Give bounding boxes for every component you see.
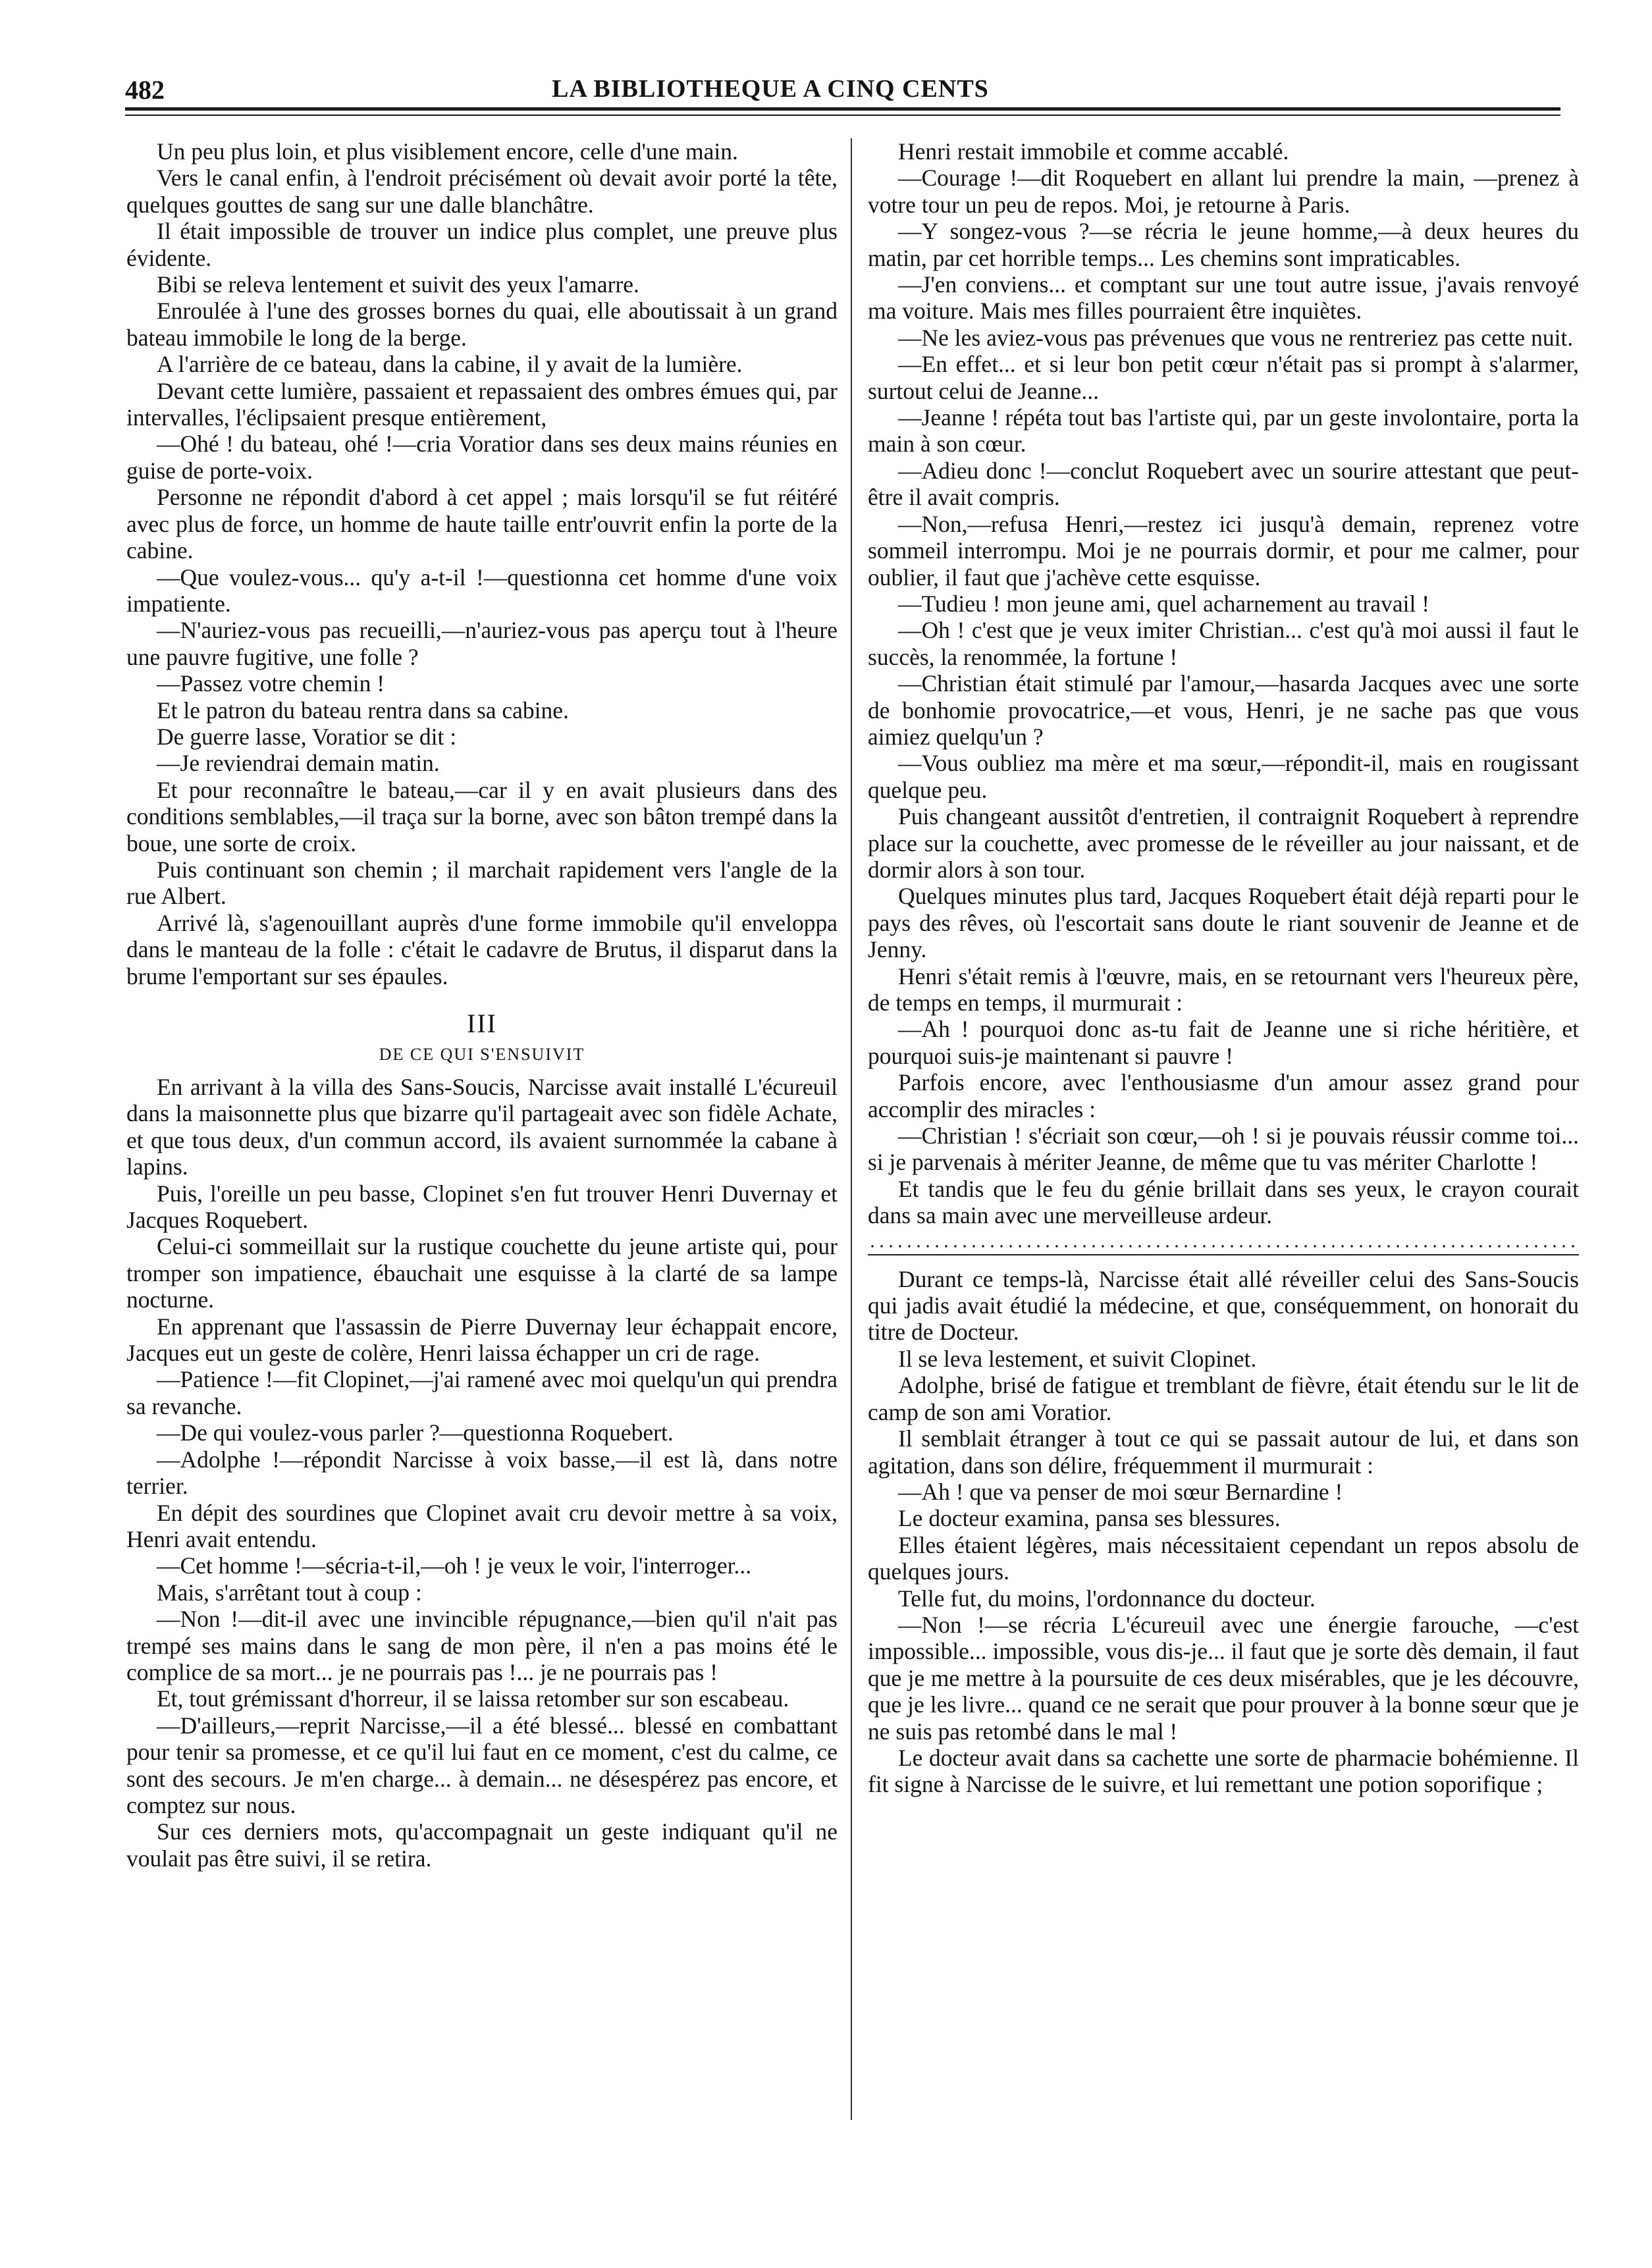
paragraph: Puis continuant son chemin ; il marchait rapidement vers l'angle de la rue Albert.	[126, 856, 838, 910]
paragraph: Arrivé là, s'agenouillant auprès d'une forme immobile qu'il enveloppa dans le manteau de la folle : c'était le cadavre de Brutus, il disparut dans la brume l'emportant sur ses épaules.	[126, 909, 838, 989]
paragraph: Il semblait étranger à tout ce qui se passait autour de lui, et dans son agitation, dans son délire, fréquemment il murmurait :	[868, 1425, 1579, 1479]
paragraph: Parfois encore, avec l'enthousiasme d'un amour assez grand pour accomplir des miracles :	[868, 1069, 1579, 1122]
header-rule-thick	[125, 107, 1560, 111]
paragraph: —Passez votre chemin !	[157, 670, 385, 697]
right-column-text-before	[868, 138, 1579, 1229]
paragraph: —Jeanne ! répéta tout bas l'artiste qui, par un geste involontaire, porta la main à son cœur.	[868, 404, 1579, 458]
page-header	[125, 69, 1416, 109]
paragraph: Puis changeant aussitôt d'entretien, il contraignit Roquebert à reprendre place sur la couchette, avec promesse de le réveiller au jour naissant, et de dormir alors à son tour.	[868, 803, 1579, 883]
paragraph: —Ohé ! du bateau, ohé !—cria Voratior dans ses deux mains réunies en guise de porte-voix.	[126, 431, 838, 484]
paragraph: Personne ne répondit d'abord à cet appel ; mais lorsqu'il se fut réitéré avec plus de force, un homme de haute taille entr'ouvrit enfin la porte de la cabine.	[126, 484, 838, 564]
paragraph: Le docteur avait dans sa cachette une sorte de pharmacie bohémienne. Il fit signe à Narcisse de le suivre, et lui remettant une potion soporifique ;	[868, 1744, 1579, 1798]
right-column	[868, 138, 1579, 1798]
left-column-text-before	[126, 138, 838, 989]
paragraph: Puis, l'oreille un peu basse, Clopinet s'en fut trouver Henri Duvernay et Jacques Roquebert.	[126, 1180, 838, 1234]
running-title: LA BIBLIOTHEQUE A CINQ CENTS	[552, 75, 989, 103]
paragraph: Bibi se releva lentement et suivit des yeux l'amarre.	[157, 271, 639, 298]
section-title: DE CE QUI S'ENSUIVIT	[379, 1045, 585, 1064]
paragraph: —Y songez-vous ?—se récria le jeune homme,—à deux heures du matin, par cet horrible temps... Les chemins sont impraticables.	[868, 218, 1579, 271]
section-number: III	[467, 1009, 497, 1038]
paragraph: —Christian ! s'écriait son cœur,—oh ! si je pouvais réussir comme toi... si je parvenais à mériter Jeanne, de même que tu vas mériter Charlotte !	[868, 1122, 1579, 1176]
paragraph: Mais, s'arrêtant tout à coup :	[157, 1579, 422, 1606]
paragraph: Adolphe, brisé de fatigue et tremblant de fièvre, était étendu sur le lit de camp de son ami Voratior.	[868, 1372, 1579, 1425]
paragraph: —Christian était stimulé par l'amour,—hasarda Jacques avec une sorte de bonhomie provocatrice,—et vous, Henri, je ne sache pas que vous aimiez quelqu'un ?	[868, 670, 1579, 750]
paragraph: Telle fut, du moins, l'ordonnance du docteur.	[898, 1585, 1316, 1612]
paragraph: —Ne les aviez-vous pas prévenues que vous ne rentreriez pas cette nuit.	[898, 324, 1574, 351]
paragraph: —N'auriez-vous pas recueilli,—n'auriez-vous pas aperçu tout à l'heure une pauvre fugitive, une folle ?	[126, 617, 838, 670]
paragraph: —De qui voulez-vous parler ?—questionna Roquebert.	[157, 1419, 674, 1446]
left-column	[126, 138, 838, 1872]
paragraph: —D'ailleurs,—reprit Narcisse,—il a été blessé... blessé en combattant pour tenir sa promesse, et ce qu'il lui faut en ce moment, c'est du calme, ce sont des secours. Je m'en charge... à demain... ne désespérez pas encore, et comptez sur nous.	[126, 1712, 838, 1818]
paragraph: En apprenant que l'assassin de Pierre Duvernay leur échappait encore, Jacques eut un geste de colère, Henri laissa échapper un cri de rage.	[126, 1313, 838, 1367]
paragraph: —Oh ! c'est que je veux imiter Christian... c'est qu'à moi aussi il faut le succès, la renommée, la fortune !	[868, 617, 1579, 670]
column-divider	[851, 138, 852, 2120]
paragraph: Un peu plus loin, et plus visiblement encore, celle d'une main.	[157, 138, 738, 165]
paragraph: —Que voulez-vous... qu'y a-t-il !—questionna cet homme d'une voix impatiente.	[126, 564, 838, 617]
paragraph: —Non,—refusa Henri,—restez ici jusqu'à demain, reprenez votre sommeil interrompu. Moi je ne pourrais dormir, et pour me calmer, pour oublier, il faut que j'achève cette esquisse.	[868, 510, 1579, 591]
paragraph: Et pour reconnaître le bateau,—car il y en avait plusieurs dans des conditions semblables,—il traça sur la borne, avec son bâton trempé dans la boue, une sorte de croix.	[126, 776, 838, 857]
paragraph: —Non !—dit-il avec une invincible répugnance,—bien qu'il n'ait pas trempé ses mains dans le sang de mon père, il n'en a pas moins été le complice de sa mort... je ne pourrais pas !... je ne pourrais pas !	[126, 1606, 838, 1685]
paragraph: En arrivant à la villa des Sans-Soucis, Narcisse avait installé L'écureuil dans la maisonnette plus que bizarre qu'il partageait avec son fidèle Achate, et que tous deux, d'un commun accord, ils avaient surnommée la cabane à lapins.	[126, 1074, 838, 1180]
paragraph: Celui-ci sommeillait sur la rustique couchette du jeune artiste qui, pour tromper son impatience, ébauchait une esquisse à la clarté de sa lampe nocturne.	[126, 1233, 838, 1313]
paragraph: Il se leva lestement, et suivit Clopinet.	[898, 1345, 1257, 1372]
paragraph: Henri restait immobile et comme accablé.	[898, 138, 1289, 165]
paragraph: —Adolphe !—répondit Narcisse à voix basse,—il est là, dans notre terrier.	[126, 1446, 838, 1500]
paragraph: Et tandis que le feu du génie brillait dans ses yeux, le crayon courait dans sa main avec une merveilleuse ardeur.	[868, 1175, 1579, 1229]
paragraph: Enroulée à l'une des grosses bornes du quai, elle aboutissait à un grand bateau immobile le long de la berge.	[126, 298, 838, 351]
paragraph: En dépit des sourdines que Clopinet avait cru devoir mettre à sa voix, Henri avait entendu.	[126, 1499, 838, 1552]
paragraph: —Non !—se récria L'écureuil avec une énergie farouche, —c'est impossible... impossible, vous dis-je... il faut que je sorte dès demain, il faut que je me mettre à la poursuite de ces deux misérables, que je les découvre, que je les livre... quand ce ne serait que pour prouver à la bonne sœur que je ne suis pas retombé dans le mal !	[868, 1611, 1579, 1745]
paragraph: —Adieu donc !—conclut Roquebert avec un sourire attestant que peut-être il avait compris.	[868, 457, 1579, 511]
paragraph: —Cet homme !—sécria-t-il,—oh ! je veux le voir, l'interroger...	[157, 1552, 752, 1579]
paragraph: —Patience !—fit Clopinet,—j'ai ramené avec moi quelqu'un qui prendra sa revanche.	[126, 1366, 838, 1419]
paragraph: Sur ces derniers mots, qu'accompagnait un geste indiquant qu'il ne voulait pas être suivi, il se retira.	[126, 1818, 838, 1872]
paragraph: —Je reviendrai demain matin.	[157, 750, 440, 777]
paragraph: Le docteur examina, pansa ses blessures.	[898, 1505, 1281, 1532]
paragraph: Devant cette lumière, passaient et repassaient des ombres émues qui, par intervalles, l'éclipsaient presque entièrement,	[126, 377, 838, 431]
paragraph: Henri s'était remis à l'œuvre, mais, en se retournant vers l'heureux père, de temps en temps, il murmurait :	[868, 963, 1579, 1016]
paragraph: Durant ce temps-là, Narcisse était allé réveiller celui des Sans-Soucis qui jadis avait étudié la médecine, et que, conséquemment, on honorait du titre de Docteur.	[868, 1265, 1579, 1346]
paragraph: Elles étaient légères, mais nécessitaient cependant un repos absolu de quelques jours.	[868, 1531, 1579, 1585]
dotted-separator	[868, 1234, 1579, 1255]
paragraph: —En effet... et si leur bon petit cœur n'était pas si prompt à s'alarmer, surtout celui de Jeanne...	[868, 351, 1579, 404]
right-column-text-after	[868, 1266, 1579, 1798]
paragraph: Vers le canal enfin, à l'endroit précisément où devait avoir porté la tête, quelques gouttes de sang sur une dalle blanchâtre.	[126, 165, 838, 218]
left-column-text-after	[126, 1074, 838, 1872]
paragraph: Il était impossible de trouver un indice plus complet, une preuve plus évidente.	[126, 218, 838, 271]
paragraph: —Tudieu ! mon jeune ami, quel acharnement au travail !	[898, 590, 1430, 617]
paragraph: Et le patron du bateau rentra dans sa cabine.	[157, 697, 569, 724]
paragraph: Et, tout grémissant d'horreur, il se laissa retomber sur son escabeau.	[157, 1685, 789, 1712]
page-number: 482	[125, 75, 165, 105]
paragraph: A l'arrière de ce bateau, dans la cabine, il y avait de la lumière.	[157, 351, 743, 378]
paragraph: De guerre lasse, Voratior se dit :	[157, 723, 457, 750]
paragraph: —Ah ! pourquoi donc as-tu fait de Jeanne une si riche héritière, et pourquoi suis-je maintenant si pauvre !	[868, 1016, 1579, 1069]
paragraph: —Ah ! que va penser de moi sœur Bernardine !	[898, 1478, 1343, 1505]
header-rule-thin	[125, 115, 1560, 116]
paragraph: —J'en conviens... et comptant sur une tout autre issue, j'avais renvoyé ma voiture. Mais mes filles pourraient être inquiètes.	[868, 271, 1579, 325]
paragraph: —Courage !—dit Roquebert en allant lui prendre la main, —prenez à votre tour un peu de repos. Moi, je retourne à Paris.	[868, 165, 1579, 218]
paragraph: Quelques minutes plus tard, Jacques Roquebert était déjà reparti pour le pays des rêves, où l'escortait sans doute le riant souvenir de Jeanne et de Jenny.	[868, 883, 1579, 963]
paragraph: —Vous oubliez ma mère et ma sœur,—répondit-il, mais en rougissant quelque peu.	[868, 750, 1579, 803]
